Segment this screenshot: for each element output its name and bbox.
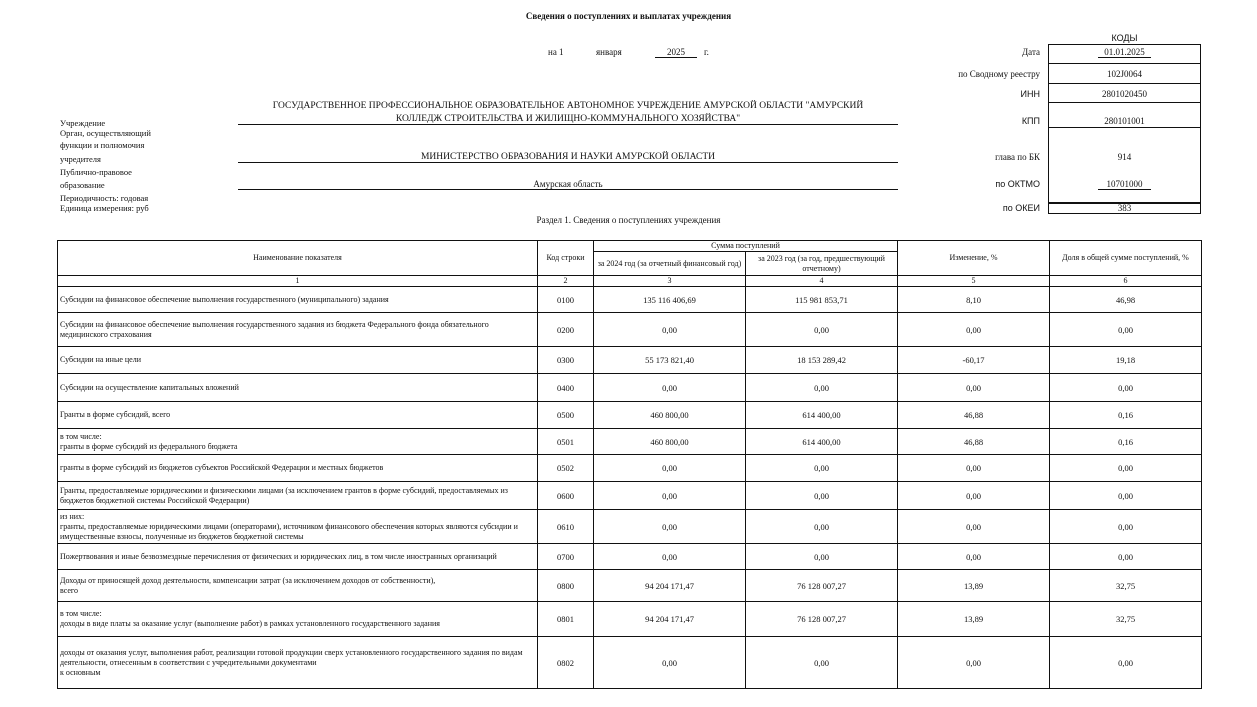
table-row bbox=[58, 602, 1202, 637]
institution-label: Учреждение bbox=[60, 118, 106, 128]
row-code-cell: 0801 bbox=[538, 602, 594, 637]
row-code-cell: 0502 bbox=[538, 455, 594, 482]
row-previous-year-cell: 0,00 bbox=[746, 544, 898, 570]
codes-divider bbox=[1048, 102, 1201, 103]
table-row bbox=[58, 570, 1202, 602]
row-name-cell: Субсидии на финансовое обеспечение выполнения государственного задания из бюджета Федерального фонда обязательного медицинского страхования bbox=[58, 313, 538, 347]
row-previous-year-cell: 0,00 bbox=[746, 313, 898, 347]
header-code: Код строки bbox=[538, 241, 594, 276]
row-current-year-cell: 0,00 bbox=[594, 374, 746, 402]
row-current-year-cell: 94 204 171,47 bbox=[594, 570, 746, 602]
row-name-cell: Субсидии на осуществление капитальных вложений bbox=[58, 374, 538, 402]
row-current-year-cell: 460 800,00 bbox=[594, 402, 746, 429]
public-entity-label-line1: Публично-правовое bbox=[60, 167, 132, 177]
codes-divider bbox=[1048, 127, 1201, 128]
col-number: 4 bbox=[746, 276, 898, 287]
row-current-year-cell: 0,00 bbox=[594, 313, 746, 347]
codes-divider bbox=[1048, 83, 1201, 84]
row-change-cell: 46,88 bbox=[898, 429, 1050, 455]
row-change-cell: 0,00 bbox=[898, 313, 1050, 347]
row-change-cell: 0,00 bbox=[898, 510, 1050, 544]
table-row bbox=[58, 429, 1202, 455]
row-name-cell: Гранты, предоставляемые юридическими и физическими лицами (за исключением грантов в форме субсидий, предоставляемых из бюджетов бюджетной системы Российской Федерации) bbox=[58, 482, 538, 510]
row-name-cell: из них: гранты, предоставляемые юридическими лицами (операторами), источником финансового обеспечения которых являются субсидии и имущественные взносы, полученные из бюджетов бюджетной системы bbox=[58, 510, 538, 544]
row-previous-year-cell: 614 400,00 bbox=[746, 402, 898, 429]
row-share-cell: 0,00 bbox=[1050, 455, 1202, 482]
okei-label: по ОКЕИ bbox=[1002, 203, 1040, 213]
kpp-label: КПП bbox=[1021, 116, 1040, 126]
row-previous-year-cell: 115 981 853,71 bbox=[746, 287, 898, 313]
organ-label-line2: функции и полномочия bbox=[60, 140, 145, 150]
unit-label: Единица измерения: руб bbox=[60, 203, 149, 213]
table-row bbox=[58, 402, 1202, 429]
report-title: Сведения о поступлениях и выплатах учреждения bbox=[525, 11, 732, 21]
row-previous-year-cell: 0,00 bbox=[746, 455, 898, 482]
row-share-cell: 0,16 bbox=[1050, 429, 1202, 455]
col-number: 3 bbox=[594, 276, 746, 287]
row-change-cell: 0,00 bbox=[898, 455, 1050, 482]
inn-code-value: 2801020450 bbox=[1102, 89, 1147, 99]
row-change-cell: -60,17 bbox=[898, 347, 1050, 374]
row-share-cell: 46,98 bbox=[1050, 287, 1202, 313]
col-number: 2 bbox=[538, 276, 594, 287]
date-label: Дата bbox=[1022, 47, 1040, 57]
row-previous-year-cell: 76 128 007,27 bbox=[746, 570, 898, 602]
organ-label-line1: Орган, осуществляющий bbox=[60, 128, 151, 138]
row-name-cell: в том числе: доходы в виде платы за оказание услуг (выполнение работ) в рамках установленного государственного задания bbox=[58, 602, 538, 637]
registry-label: по Сводному реестру bbox=[958, 69, 1040, 79]
oktmo-code-value: 10701000 bbox=[1098, 179, 1151, 190]
row-share-cell: 32,75 bbox=[1050, 570, 1202, 602]
kpp-code-value: 280101001 bbox=[1104, 116, 1145, 126]
row-change-cell: 0,00 bbox=[898, 544, 1050, 570]
row-change-cell: 13,89 bbox=[898, 602, 1050, 637]
row-share-cell: 0,00 bbox=[1050, 544, 1202, 570]
table-row bbox=[58, 313, 1202, 347]
row-change-cell: 13,89 bbox=[898, 570, 1050, 602]
row-current-year-cell: 0,00 bbox=[594, 544, 746, 570]
row-code-cell: 0802 bbox=[538, 637, 594, 689]
institution-name-line2: КОЛЛЕДЖ СТРОИТЕЛЬСТВА И ЖИЛИЩНО-КОММУНАЛЬНОГО ХОЗЯЙСТВА" bbox=[238, 114, 898, 125]
row-change-cell: 0,00 bbox=[898, 374, 1050, 402]
row-previous-year-cell: 0,00 bbox=[746, 637, 898, 689]
date-month: января bbox=[596, 47, 622, 57]
table-row bbox=[58, 510, 1202, 544]
row-name-cell: в том числе: гранты в форме субсидий из федерального бюджета bbox=[58, 429, 538, 455]
row-current-year-cell: 0,00 bbox=[594, 455, 746, 482]
row-current-year-cell: 460 800,00 bbox=[594, 429, 746, 455]
header-current-year: за 2024 год (за отчетный финансовый год) bbox=[594, 252, 746, 276]
organ-label-line3: учредителя bbox=[60, 154, 101, 164]
row-code-cell: 0501 bbox=[538, 429, 594, 455]
row-name-cell: Субсидии на финансовое обеспечение выполнения государственного (муниципального) задания bbox=[58, 287, 538, 313]
row-current-year-cell: 0,00 bbox=[594, 510, 746, 544]
okei-code-value: 383 bbox=[1117, 203, 1132, 213]
date-year: 2025 bbox=[655, 47, 697, 58]
row-current-year-cell: 0,00 bbox=[594, 482, 746, 510]
row-previous-year-cell: 614 400,00 bbox=[746, 429, 898, 455]
row-code-cell: 0610 bbox=[538, 510, 594, 544]
periodicity-label: Периодичность: годовая bbox=[60, 193, 149, 203]
row-previous-year-cell: 0,00 bbox=[746, 374, 898, 402]
date-code-value: 01.01.2025 bbox=[1098, 47, 1151, 58]
oktmo-label: по ОКТМО bbox=[995, 179, 1040, 189]
row-code-cell: 0800 bbox=[538, 570, 594, 602]
row-share-cell: 19,18 bbox=[1050, 347, 1202, 374]
row-name-cell: гранты в форме субсидий из бюджетов субъектов Российской Федерации и местных бюджетов bbox=[58, 455, 538, 482]
codes-divider bbox=[1048, 63, 1201, 64]
row-name-cell: Гранты в форме субсидий, всего bbox=[58, 402, 538, 429]
row-previous-year-cell: 0,00 bbox=[746, 482, 898, 510]
row-name-cell: Субсидии на иные цели bbox=[58, 347, 538, 374]
header-previous-year: за 2023 год (за год, предшествующий отчетному) bbox=[746, 252, 898, 276]
row-previous-year-cell: 18 153 289,42 bbox=[746, 347, 898, 374]
row-previous-year-cell: 76 128 007,27 bbox=[746, 602, 898, 637]
row-name-cell: Пожертвования и иные безвозмездные перечисления от физических и юридических лиц, в том числе иностранных организаций bbox=[58, 544, 538, 570]
row-change-cell: 8,10 bbox=[898, 287, 1050, 313]
public-entity-label-line2: образование bbox=[60, 180, 105, 190]
row-name-cell: Доходы от приносящей доход деятельности, компенсации затрат (за исключением доходов от собственности), всего bbox=[58, 570, 538, 602]
row-change-cell: 46,88 bbox=[898, 402, 1050, 429]
row-share-cell: 0,00 bbox=[1050, 482, 1202, 510]
date-suffix: г. bbox=[704, 47, 709, 57]
region-name: Амурская область bbox=[238, 179, 898, 190]
row-share-cell: 32,75 bbox=[1050, 602, 1202, 637]
table-row bbox=[58, 374, 1202, 402]
row-share-cell: 0,00 bbox=[1050, 313, 1202, 347]
row-previous-year-cell: 0,00 bbox=[746, 510, 898, 544]
row-change-cell: 0,00 bbox=[898, 482, 1050, 510]
row-current-year-cell: 0,00 bbox=[594, 637, 746, 689]
row-name-cell: доходы от оказания услуг, выполнения работ, реализации готовой продукции сверх установленного государственного задания по видам деятельности, отнесенным в соответствии с учредительными документами к основным bbox=[58, 637, 538, 689]
row-share-cell: 0,16 bbox=[1050, 402, 1202, 429]
date-prefix: на 1 bbox=[548, 47, 564, 57]
inn-label: ИНН bbox=[1020, 89, 1040, 99]
header-name: Наименование показателя bbox=[58, 241, 538, 276]
section-title: Раздел 1. Сведения о поступлениях учреждения bbox=[536, 215, 721, 225]
institution-name-line1: ГОСУДАРСТВЕННОЕ ПРОФЕССИОНАЛЬНОЕ ОБРАЗОВАТЕЛЬНОЕ АВТОНОМНОЕ УЧРЕЖДЕНИЕ АМУРСКОЙ ОБЛАСТИ "АМУРСКИЙ bbox=[272, 101, 864, 111]
founder-name: МИНИСТЕРСТВО ОБРАЗОВАНИЯ И НАУКИ АМУРСКОЙ ОБЛАСТИ bbox=[238, 152, 898, 163]
row-change-cell: 0,00 bbox=[898, 637, 1050, 689]
col-number: 1 bbox=[58, 276, 538, 287]
table-row bbox=[58, 455, 1202, 482]
row-code-cell: 0200 bbox=[538, 313, 594, 347]
row-share-cell: 0,00 bbox=[1050, 510, 1202, 544]
row-current-year-cell: 94 204 171,47 bbox=[594, 602, 746, 637]
col-number: 6 bbox=[1050, 276, 1202, 287]
row-code-cell: 0600 bbox=[538, 482, 594, 510]
header-share: Доля в общей сумме поступлений, % bbox=[1050, 241, 1202, 276]
row-current-year-cell: 135 116 406,69 bbox=[594, 287, 746, 313]
bk-code-value: 914 bbox=[1117, 152, 1132, 162]
header-change: Изменение, % bbox=[898, 241, 1050, 276]
bk-label: глава по БК bbox=[995, 152, 1040, 162]
table-row bbox=[58, 287, 1202, 313]
receipts-table bbox=[57, 240, 1202, 689]
col-number: 5 bbox=[898, 276, 1050, 287]
row-code-cell: 0500 bbox=[538, 402, 594, 429]
table-row bbox=[58, 347, 1202, 374]
row-current-year-cell: 55 173 821,40 bbox=[594, 347, 746, 374]
table-row bbox=[58, 637, 1202, 689]
row-code-cell: 0300 bbox=[538, 347, 594, 374]
registry-code-value: 102J0064 bbox=[1106, 69, 1142, 79]
row-code-cell: 0700 bbox=[538, 544, 594, 570]
row-code-cell: 0100 bbox=[538, 287, 594, 313]
codes-header: КОДЫ bbox=[1111, 33, 1138, 43]
header-sum-group: Сумма поступлений bbox=[594, 241, 898, 252]
table-row bbox=[58, 482, 1202, 510]
row-code-cell: 0400 bbox=[538, 374, 594, 402]
table-row bbox=[58, 544, 1202, 570]
row-share-cell: 0,00 bbox=[1050, 637, 1202, 689]
row-share-cell: 0,00 bbox=[1050, 374, 1202, 402]
